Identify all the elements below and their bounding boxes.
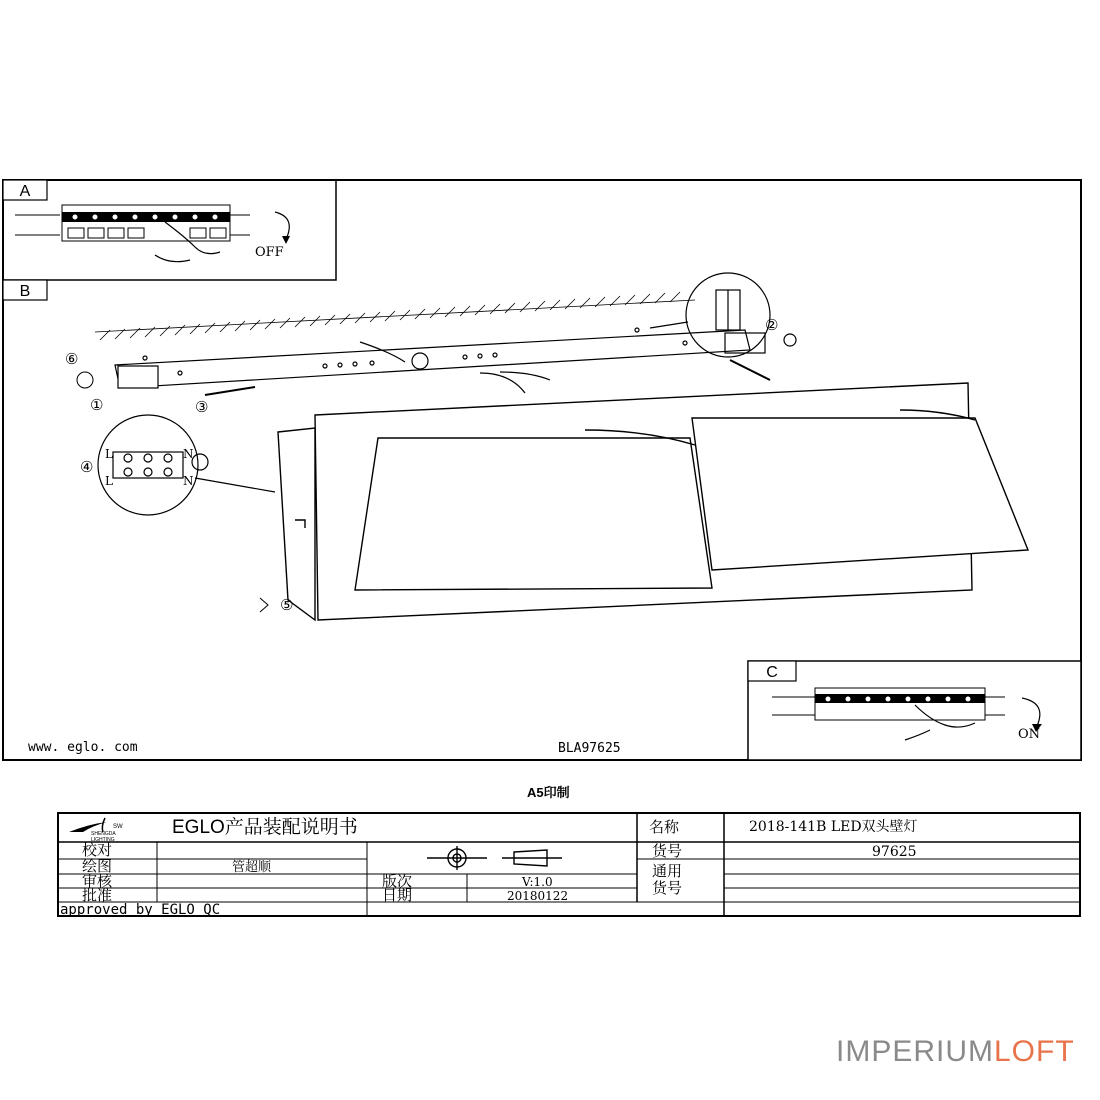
version-value: V:1.0 — [522, 875, 553, 889]
terminal-labels — [105, 447, 194, 488]
screw-detail — [205, 273, 796, 395]
watermark-part-2: LOFT — [994, 1035, 1075, 1068]
step-5: ⑤ — [280, 596, 294, 614]
row-label-check: 校对 — [82, 841, 113, 859]
terminal-l-bottom: L — [105, 474, 113, 488]
terminal-detail — [98, 415, 275, 515]
step-4: ④ — [80, 458, 94, 476]
row-label-review: 审核 — [82, 872, 113, 890]
imperiumloft-watermark — [836, 1035, 1075, 1069]
name-label: 名称 — [649, 818, 680, 836]
logo-text-2: LIGHTING — [91, 837, 115, 842]
panel-c-label: C — [766, 664, 778, 681]
general-no-label-2: 货号 — [652, 879, 683, 897]
shengda-logo — [63, 814, 153, 842]
wall-hatching — [95, 292, 695, 340]
panel-a-label: A — [19, 183, 31, 200]
panel-b-label: B — [19, 283, 31, 300]
row-label-draw: 绘图 — [82, 857, 113, 875]
document-title: EGLO产品装配说明书 — [172, 817, 358, 838]
step-1: ① — [90, 396, 104, 414]
mounting-bracket — [115, 328, 765, 393]
step-6: ⑥ — [65, 350, 79, 368]
off-label: OFF — [255, 245, 284, 260]
lamp-body — [278, 383, 1028, 620]
watermark-part-1: IMPERIUM — [836, 1035, 994, 1068]
item-no-value: 97625 — [872, 844, 917, 860]
drawn-by-value: 管超顺 — [232, 860, 272, 875]
logo-text-1: SHENGDA — [91, 831, 116, 837]
drawing-code: BLA97625 — [558, 741, 621, 756]
panel-c — [748, 661, 1081, 760]
print-note: A5印制 — [527, 785, 570, 800]
general-no-label-1: 通用 — [652, 862, 683, 880]
step-2: ② — [765, 316, 779, 334]
terminal-n-bottom: N — [183, 474, 194, 488]
row-label-approve: 批准 — [82, 886, 113, 904]
panel-a — [3, 180, 336, 280]
svg-text:SW: SW — [113, 824, 123, 830]
date-value: 20180122 — [507, 889, 569, 903]
on-label: ON — [1018, 727, 1041, 742]
name-value: 2018-141B LED双头壁灯 — [749, 819, 918, 835]
step-3: ③ — [195, 398, 209, 416]
terminal-l-top: L — [105, 447, 113, 461]
website-text: www. eglo. com — [28, 740, 138, 755]
approved-text: approved by EGLO QC — [60, 902, 221, 918]
projection-symbol — [417, 846, 577, 872]
title-block — [57, 812, 1081, 917]
version-label: 版次 — [382, 872, 413, 890]
item-no-label: 货号 — [652, 842, 683, 860]
date-label: 日期 — [382, 886, 413, 904]
terminal-n-top: N — [183, 447, 194, 461]
